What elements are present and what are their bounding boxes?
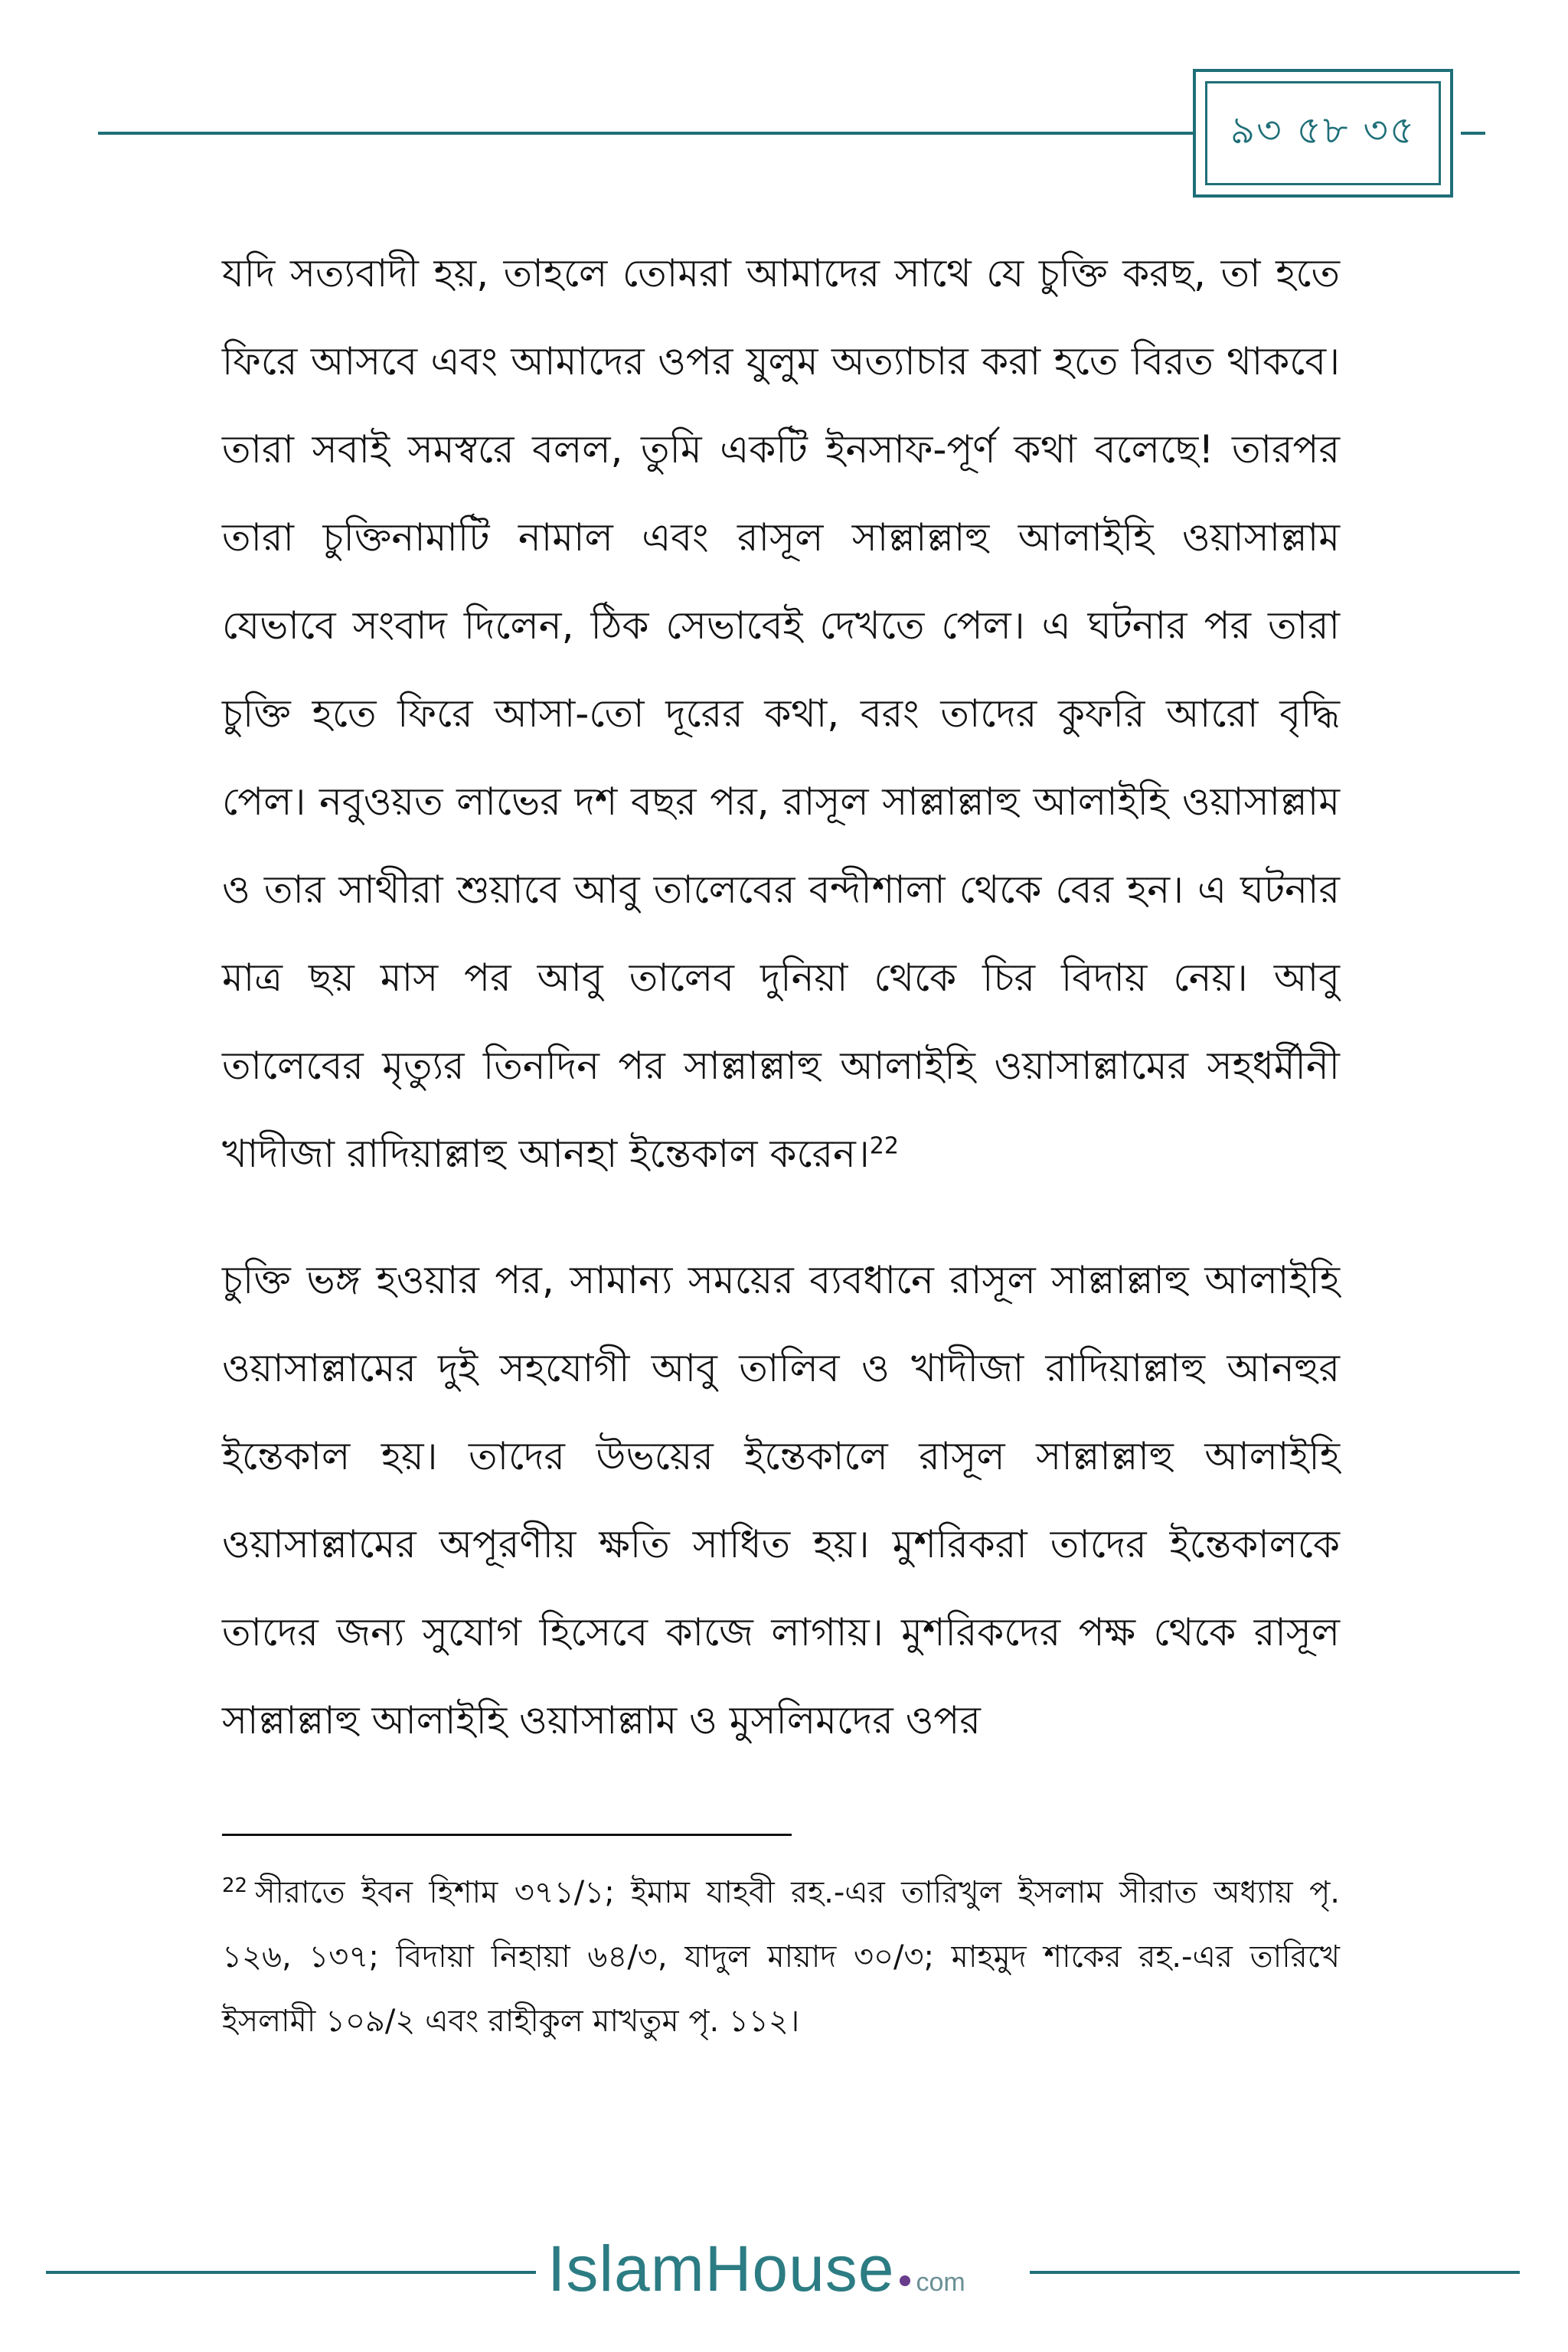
footnote-number: 22: [222, 1873, 248, 1897]
paragraph-2: চুক্তি ভঙ্গ হওয়ার পর, সামান্য সময়ের ব্যবধানে রাসূল সাল্লাল্লাহু আলাইহি ওয়াসাল্লামের দুই সহযোগী আবু তালিব ও খাদীজা রাদিয়াল্লাহু আনহুর ইন্তেকাল হয়। তাদের উভয়ের ইন্তেকালে রাসূল সাল্লাল্লাহু আলাইহি ওয়াসাল্লামের অপূরণীয় ক্ষতি সাধিত হয়। মুশরিকরা তাদের ইন্তেকালকে তাদের জন্য সুযোগ হিসেবে কাজে লাগায়। মুশরিকদের পক্ষ থেকে রাসূল সাল্লাল্লাহু আলাইহি ওয়াসাল্লাম ও মুসলিমদের ওপর: [222, 1258, 1340, 1743]
header-rule-right: [1461, 132, 1485, 135]
page-number-box: [1193, 69, 1453, 198]
header-rule-left: [98, 132, 1193, 135]
page-number: ৯৩ ৫৮ ৩৫: [1205, 81, 1441, 185]
paragraph-1: [222, 230, 1340, 1198]
footnote-text: সীরাতে ইবন হিশাম ৩৭১/১; ইমাম যাহবী রহ.-এর তারিখুল ইসলাম সীরাত অধ্যায় পৃ. ১২৬, ১৩৭; বিদায়া নিহায়া ৬৪/৩, যাদুল মায়াদ ৩০/৩; মাহমুদ শাকের রহ.-এর তারিখে ইসলামী ১০৯/২ এবং রাহীকুল মাখতুম পৃ. ১১২।: [222, 1875, 1340, 2039]
main-text: [222, 230, 1340, 1765]
footnote-divider: [222, 1834, 792, 1836]
logo-dot-icon: [900, 2275, 910, 2286]
footnote: [222, 1860, 1340, 2053]
footnote-reference[interactable]: 22: [869, 1132, 899, 1160]
logo-suffix: com: [916, 2268, 965, 2297]
footer-rule-left: [46, 2271, 536, 2274]
footer-rule-right: [1030, 2271, 1520, 2274]
paragraph-1-text: যদি সত্যবাদী হয়, তাহলে তোমরা আমাদের সাথে যে চুক্তি করছ, তা হতে ফিরে আসবে এবং আমাদের ওপর যুলুম অত্যাচার করা হতে বিরত থাকবে। তারা সবাই সমস্বরে বলল, তুমি একটি ইনসাফ-পূর্ণ কথা বলেছে! তারপর তারা চুক্তিনামাটি নামাল এবং রাসূল সাল্লাল্লাহু আলাইহি ওয়াসাল্লাম যেভাবে সংবাদ দিলেন, ঠিক সেভাবেই দেখতে পেল। এ ঘটনার পর তারা চুক্তি হতে ফিরে আসা-তো দূরের কথা, বরং তাদের কুফরি আরো বৃদ্ধি পেল। নবুওয়ত লাভের দশ বছর পর, রাসূল সাল্লাল্লাহু আলাইহি ওয়াসাল্লাম ও তার সাথীরা শুয়াবে আবু তালেবের বন্দীশালা থেকে বের হন। এ ঘটনার মাত্র ছয় মাস পর আবু তালেব দুনিয়া থেকে চির বিদায় নেয়। আবু তালেবের মৃত্যুর তিনদিন পর সাল্লাল্লাহু আলাইহি ওয়াসাল্লামের সহধর্মীনী খাদীজা রাদিয়াল্লাহু আনহা ইন্তেকাল করেন।: [222, 251, 1340, 1176]
islamhouse-logo: [547, 2232, 1022, 2308]
logo-wordmark: IslamHouse: [547, 2233, 895, 2305]
